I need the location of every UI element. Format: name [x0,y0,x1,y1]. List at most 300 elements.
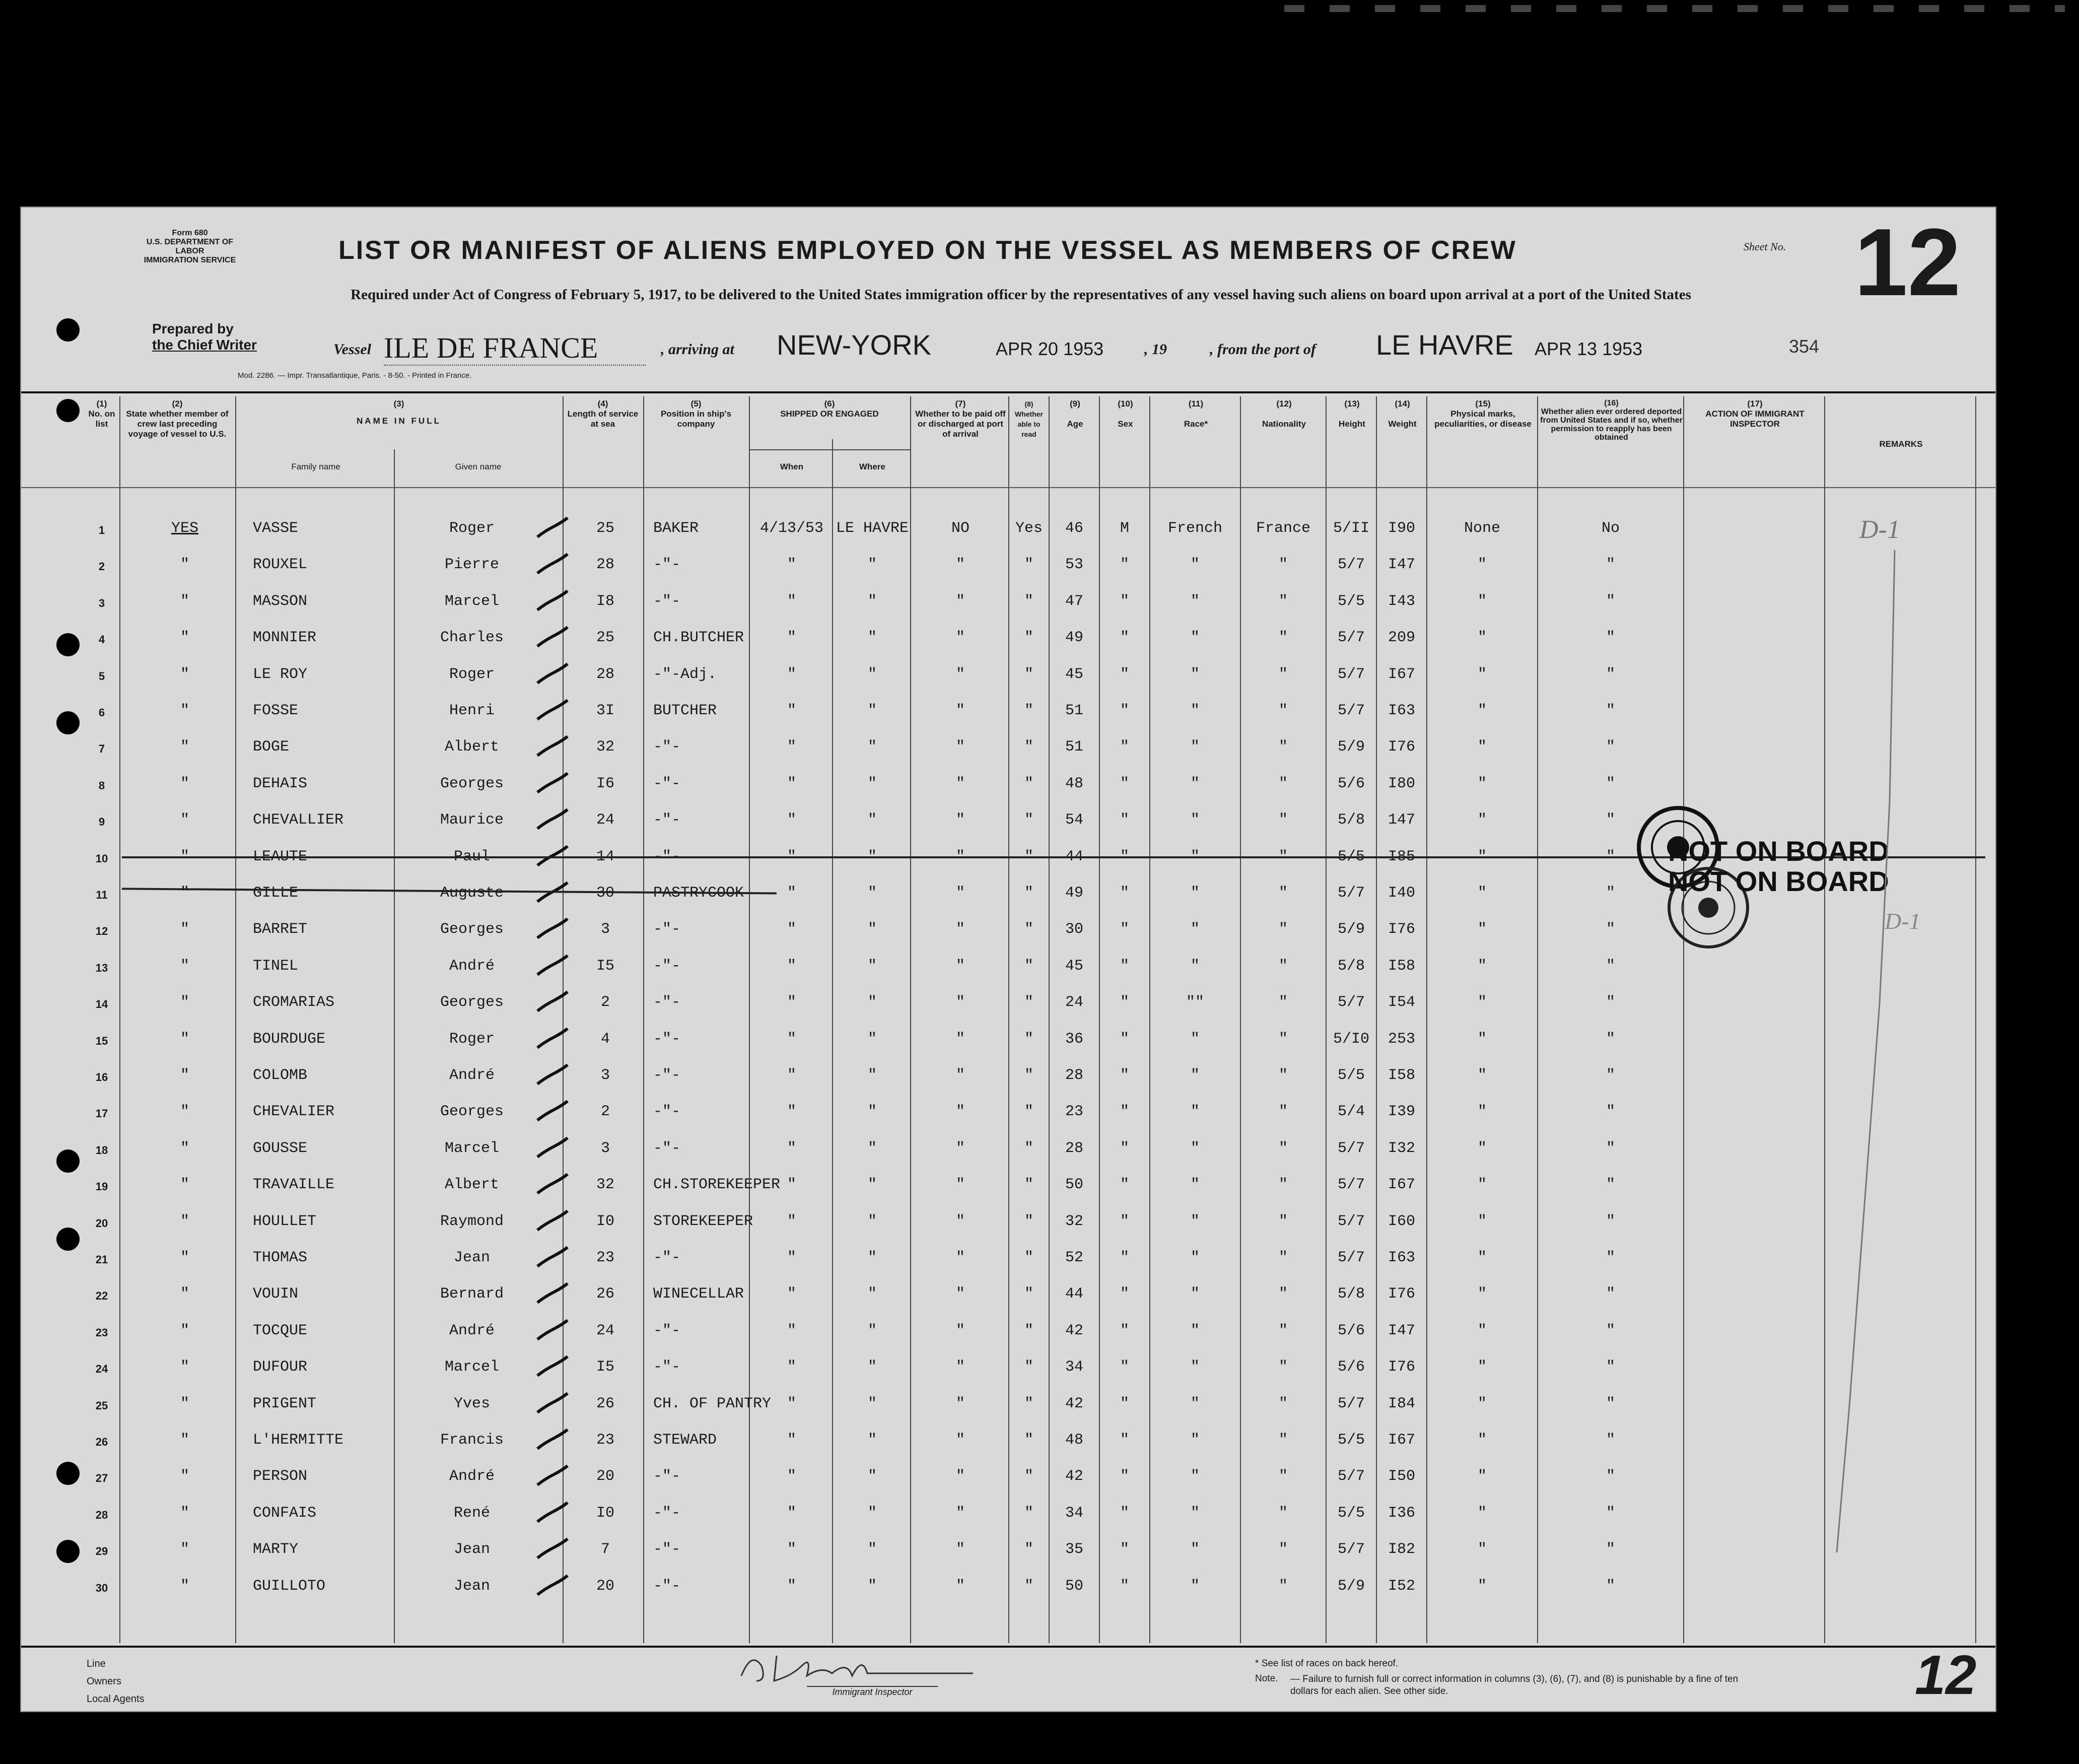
col-17-number: (17) [1747,399,1763,409]
check-mark-icon [535,1501,570,1526]
col-10-header [1101,399,1149,429]
col-2-header [122,399,233,439]
cell-height: 5/7 [1337,1212,1365,1230]
cell-height: 5/7 [1337,665,1365,683]
cell-race: " [1190,1432,1200,1449]
cell-marks: " [1477,702,1487,719]
cell-weight: I47 [1388,1322,1415,1339]
cell-race: "" [1186,994,1204,1011]
table-top-rule [21,391,1995,393]
cell-deported: " [1606,775,1615,792]
column-divider [1099,396,1100,1643]
cell-age: 51 [1065,738,1083,756]
cell-position: -"- [653,775,681,792]
cell-given: André [449,1468,495,1485]
col-14-title: Weight [1388,419,1417,429]
col-13-number: (13) [1344,399,1360,409]
cell-weight: I80 [1388,775,1415,792]
cell-height: 5/7 [1337,885,1365,902]
cell-race: " [1190,1395,1200,1412]
cell-nat: " [1278,665,1288,683]
row-number: 28 [95,1508,108,1521]
cell-service: I5 [596,957,614,975]
cell-paid: " [955,738,965,756]
cell-marks: " [1477,1285,1487,1303]
inspector-label: Immigrant Inspector [807,1686,938,1698]
col-6-number: (6) [824,399,835,409]
cell-given: Marcel [444,592,500,610]
cell-read: " [1024,1432,1033,1449]
cell-age: 24 [1065,994,1083,1011]
cell-family: COLOMB [253,1067,308,1084]
cell-marks: " [1477,775,1487,792]
cell-where: " [867,1067,877,1084]
punch-hole [56,399,80,422]
cell-deported: " [1606,1541,1615,1558]
form-id-block [137,229,243,265]
cell-weight: I58 [1388,957,1415,975]
column-divider [235,396,236,1643]
cell-where: " [867,994,877,1011]
page-subtitle: Required under Act of Congress of February 5, 1917, to be delivered to the United States immigration officer by the representatives of any vessel having such aliens on board upon arrival at a port of the United States [351,287,1691,303]
row-number: 16 [95,1071,108,1083]
cell-deported: No [1601,520,1620,537]
cell-given: Henri [449,702,495,719]
cell-family: TINEL [253,957,299,975]
column-divider [1376,396,1377,1643]
cell-service: 20 [596,1468,614,1485]
cell-sex: " [1120,1249,1129,1266]
cell-paid: " [955,848,965,865]
check-mark-icon [535,1136,570,1161]
cell-nat: " [1278,592,1288,610]
cell-age: 50 [1065,1176,1083,1194]
cell-weight: I85 [1388,848,1415,865]
cell-height: 5/5 [1337,1504,1365,1522]
cell-when: " [787,1432,796,1449]
col-17-title: ACTION OF IMMIGRANT INSPECTOR [1705,409,1805,429]
cell-paid: " [955,957,965,975]
not-on-board-stamp-1: NOT ON BOARD [1668,835,1889,867]
column-divider [832,439,833,1643]
cell-where: " [867,1468,877,1485]
cell-deported: " [1606,1468,1615,1485]
cell-marks: " [1477,1577,1487,1595]
cell-when: " [787,1541,796,1558]
cell-prev: " [180,775,189,792]
check-mark-icon [535,990,570,1015]
cell-weight: I54 [1388,994,1415,1011]
cell-prev: " [180,921,189,938]
footer-sheet-number: 12 [1915,1644,1977,1706]
column-divider [643,396,644,1643]
check-mark-icon [535,1063,570,1088]
cell-deported: " [1606,957,1615,975]
punch-hole [56,1149,80,1173]
col-7-header [913,399,1008,439]
cell-family: PRIGENT [253,1395,317,1412]
check-mark-icon [535,1428,570,1453]
col-2-title: State whether member of crew last preceding voyage of vessel to U.S. [126,409,229,439]
cell-when: " [787,556,796,574]
cell-prev: " [180,1468,189,1485]
cell-when: " [787,1504,796,1522]
cell-family: MASSON [253,592,308,610]
cell-sex: " [1120,1030,1129,1048]
cell-sex: " [1120,1067,1129,1084]
cell-marks: " [1477,738,1487,756]
cell-given: Yves [453,1395,490,1412]
cell-prev: " [180,592,189,610]
cell-paid: " [955,1103,965,1121]
cell-age: 35 [1065,1541,1083,1558]
cell-age: 45 [1065,957,1083,975]
cell-race: " [1190,848,1200,865]
cell-position: PASTRYCOOK [653,885,744,902]
cell-position: -"- [653,592,681,610]
cell-read: " [1024,1504,1033,1522]
cell-service: 25 [596,629,614,647]
cell-paid: " [955,592,965,610]
cell-when: " [787,1468,796,1485]
cell-prev: " [180,556,189,574]
cell-when: " [787,1359,796,1376]
cell-weight: I67 [1388,1432,1415,1449]
page-title: LIST OR MANIFEST OF ALIENS EMPLOYED ON THE VESSEL AS MEMBERS OF CREW [338,236,1517,265]
row-number: 10 [95,852,108,865]
cell-race: " [1190,702,1200,719]
cell-marks: " [1477,1359,1487,1376]
cell-given: Georges [440,775,504,792]
cell-race: " [1190,1577,1200,1595]
check-mark-icon [535,1318,570,1343]
cell-weight: I50 [1388,1468,1415,1485]
cell-prev: " [180,811,189,829]
cell-sex: " [1120,921,1129,938]
cell-weight: I82 [1388,1541,1415,1558]
cell-sex: " [1120,556,1129,574]
cell-prev: " [180,1030,189,1048]
column-divider [394,449,395,1643]
cell-paid: " [955,1395,965,1412]
cell-family: CROMARIAS [253,994,335,1011]
cell-paid: " [955,556,965,574]
cell-nat: " [1278,1322,1288,1339]
cell-where: " [867,1541,877,1558]
cell-family: TOCQUE [253,1322,308,1339]
cell-height: 5/7 [1337,1395,1365,1412]
cell-height: 5/8 [1337,811,1365,829]
check-mark-icon [535,1464,570,1489]
cell-paid: " [955,629,965,647]
cell-height: 5/8 [1337,957,1365,975]
cell-given: Auguste [440,885,504,902]
cell-when: " [787,1030,796,1048]
cell-marks: " [1477,1468,1487,1485]
check-mark-icon [535,1172,570,1197]
cell-paid: " [955,994,965,1011]
cell-height: 5/7 [1337,702,1365,719]
cell-service: 28 [596,665,614,683]
column-divider [1049,396,1050,1643]
table-bottom-rule [21,1646,1995,1648]
cell-position: BUTCHER [653,702,717,719]
cell-where: " [867,1139,877,1157]
col-13-header [1328,399,1376,429]
cell-sex: " [1120,1395,1129,1412]
cell-given: Jean [453,1249,490,1266]
cell-service: 26 [596,1285,614,1303]
cell-service: 23 [596,1432,614,1449]
cell-where: " [867,1395,877,1412]
row-number: 7 [98,742,105,756]
row-number: 13 [95,961,108,974]
check-mark-icon [535,917,570,942]
cell-sex: " [1120,994,1129,1011]
cell-paid: " [955,1030,965,1048]
cell-weight: I67 [1388,665,1415,683]
cell-read: " [1024,629,1033,647]
cell-given: André [449,957,495,975]
cell-deported: " [1606,1322,1615,1339]
check-mark-icon [535,662,570,687]
cell-read: " [1024,1067,1033,1084]
cell-height: 5/7 [1337,994,1365,1011]
punch-hole [56,1462,80,1485]
cell-deported: " [1606,1176,1615,1194]
cell-race: " [1190,957,1200,975]
cell-height: 5/7 [1337,1541,1365,1558]
cell-position: CH.STOREKEEPER [653,1176,781,1194]
cell-family: CONFAIS [253,1504,317,1522]
cell-deported: " [1606,1504,1615,1522]
cell-deported: " [1606,592,1615,610]
cell-deported: " [1606,629,1615,647]
col-3b-title: Given name [455,462,502,471]
cell-given: René [453,1504,490,1522]
cell-read: " [1024,848,1033,865]
cell-service: 32 [596,738,614,756]
cell-weight: I47 [1388,556,1415,574]
cell-marks: " [1477,556,1487,574]
printer-line: Mod. 2286. — Impr. Transatlantique, Paris. - 8-50. - Printed in France. [238,371,472,380]
col-4-header [565,399,641,429]
cell-given: Bernard [440,1285,504,1303]
cell-prev: " [180,957,189,975]
cell-age: 53 [1065,556,1083,574]
cell-nat: " [1278,1030,1288,1048]
cell-sex: " [1120,592,1129,610]
punch-hole [56,318,80,342]
cell-family: L'HERMITTE [253,1432,344,1449]
note-label: Note. [1255,1673,1278,1684]
cell-service: 3 [600,1067,610,1084]
cell-height: 5/7 [1337,1139,1365,1157]
cell-nat: France [1256,520,1311,537]
cell-read: Yes [1015,520,1043,537]
check-mark-icon [535,1209,570,1234]
row-number: 18 [95,1143,108,1157]
cell-nat: " [1278,1359,1288,1376]
cell-deported: " [1606,1212,1615,1230]
cell-prev: " [180,1541,189,1558]
vessel-name: ILE DE FRANCE [384,331,646,366]
col-15-title: Physical marks, peculiarities, or disease [1434,409,1532,429]
cell-deported: " [1606,1432,1615,1449]
cell-sex: " [1120,811,1129,829]
cell-height: 5/6 [1337,1322,1365,1339]
arriving-label: , arriving at [661,341,734,358]
cell-given: André [449,1067,495,1084]
cell-race: French [1167,520,1223,537]
cell-when: " [787,775,796,792]
cell-given: Marcel [444,1139,500,1157]
cell-paid: " [955,1176,965,1194]
col-5-number: (5) [690,399,702,409]
cell-prev: " [180,1067,189,1084]
from-label: , from the port of [1210,341,1316,358]
col-11-title: Race* [1184,419,1208,429]
cell-when: 4/13/53 [759,520,824,537]
cell-given: Pierre [444,556,500,574]
service-name: IMMIGRATION SERVICE [144,256,236,264]
cell-when: " [787,1395,796,1412]
cell-where: " [867,848,877,865]
cell-service: 3 [600,921,610,938]
cell-nat: " [1278,1176,1288,1194]
cell-marks: " [1477,1176,1487,1194]
column-divider [1426,396,1427,1643]
cell-race: " [1190,1504,1200,1522]
cell-height: 5/6 [1337,1359,1365,1376]
cell-weight: I76 [1388,738,1415,756]
cell-prev: " [180,1285,189,1303]
col-6a-title: When [780,462,804,471]
cell-position: -"- [653,811,681,829]
cell-position: -"- [653,1139,681,1157]
cell-nat: " [1278,1432,1288,1449]
row-number: 11 [96,889,108,901]
cell-family: ROUXEL [253,556,308,574]
col-16-number: (16) [1604,399,1619,408]
col-4-number: (4) [597,399,608,409]
cell-where: " [867,629,877,647]
departure-date: APR 13 1953 [1535,338,1643,359]
cell-prev: " [180,1322,189,1339]
cell-nat: " [1278,738,1288,756]
cell-prev: " [180,1577,189,1595]
row-number: 27 [95,1472,108,1485]
row-number: 6 [98,706,105,719]
column-divider [1008,396,1009,1643]
check-mark-icon [535,771,570,796]
cell-where: " [867,1577,877,1595]
cell-marks: " [1477,885,1487,902]
cell-given: Albert [444,738,500,756]
cell-when: " [787,994,796,1011]
cell-paid: " [955,921,965,938]
punch-hole [56,711,80,734]
cell-sex: " [1120,665,1129,683]
check-mark-icon [535,1281,570,1307]
cell-when: " [787,1176,796,1194]
cell-paid: " [955,702,965,719]
punch-hole [56,1228,80,1251]
cell-height: 5/4 [1337,1103,1365,1121]
cell-when: " [787,848,796,865]
cell-when: " [787,1139,796,1157]
cell-family: VASSE [253,520,299,537]
cell-position: -"- [653,1359,681,1376]
cell-where: " [867,1359,877,1376]
col-1-header [84,399,119,429]
cell-family: MARTY [253,1541,299,1558]
column-divider [1824,396,1825,1643]
row-number: 24 [95,1363,108,1376]
cell-when: " [787,957,796,975]
cell-nat: " [1278,1212,1288,1230]
cell-age: 42 [1065,1322,1083,1339]
cell-deported: " [1606,1030,1615,1048]
cell-position: -"- [653,957,681,975]
cell-weight: I39 [1388,1103,1415,1121]
col-18-title: REMARKS [1879,439,1923,449]
cell-age: 36 [1065,1030,1083,1048]
cell-position: -"-Adj. [653,665,717,683]
row-number: 20 [95,1216,108,1230]
cell-when: " [787,1249,796,1266]
cell-where: " [867,1285,877,1303]
cell-given: Marcel [444,1359,500,1376]
cell-age: 48 [1065,775,1083,792]
col-4-title: Length of service at sea [567,409,639,429]
cell-when: " [787,702,796,719]
cell-service: 30 [596,885,614,902]
cell-where: " [867,1504,877,1522]
cell-weight: I43 [1388,592,1415,610]
cell-age: 28 [1065,1139,1083,1157]
department-name: U.S. DEPARTMENT OF LABOR [146,238,234,255]
cell-nat: " [1278,1541,1288,1558]
cell-marks: " [1477,1541,1487,1558]
cell-prev: " [180,665,189,683]
cell-age: 52 [1065,1249,1083,1266]
cell-family: FOSSE [253,702,299,719]
cell-position: -"- [653,1577,681,1595]
cell-where: " [867,957,877,975]
cell-read: " [1024,1359,1033,1376]
col-8-number: (8) [1024,400,1033,408]
cell-sex: " [1120,629,1129,647]
cell-nat: " [1278,1395,1288,1412]
column-divider [1975,396,1976,1643]
arriving-port: NEW-YORK [777,329,931,361]
cell-paid: " [955,1468,965,1485]
cell-nat: " [1278,1249,1288,1266]
cell-read: " [1024,1322,1033,1339]
cell-when: " [787,885,796,902]
cell-prev: " [180,1359,189,1376]
cell-height: 5/7 [1337,1249,1365,1266]
cell-sex: " [1120,1176,1129,1194]
cell-read: " [1024,1176,1033,1194]
cell-service: 28 [596,556,614,574]
cell-position: STEWARD [653,1432,717,1449]
col-14-number: (14) [1395,399,1410,409]
cell-family: THOMAS [253,1249,308,1266]
cell-given: Roger [449,665,495,683]
cell-paid: " [955,1504,965,1522]
